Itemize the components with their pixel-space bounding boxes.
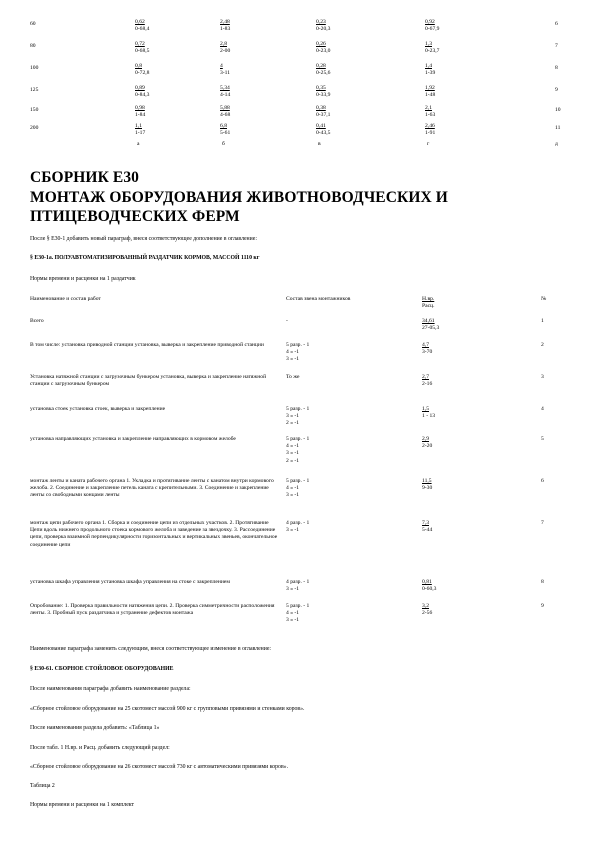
row-norm — [422, 342, 502, 356]
top-cell-norm: 0,35 — [316, 85, 326, 91]
row-norm — [422, 318, 502, 332]
top-cell-rate: 1-17 — [135, 130, 146, 136]
row-norm — [422, 436, 502, 450]
row-number: 3 — [541, 374, 544, 380]
row-crew — [286, 520, 406, 534]
row-number: 1 — [541, 318, 544, 324]
top-cell-rate: 0-43,5 — [316, 130, 331, 136]
top-footer-letter: б — [222, 141, 225, 147]
top-cell-norm: 0,92 — [425, 19, 435, 25]
row-crew — [286, 478, 406, 500]
top-cell-rate: 0-23,7 — [425, 48, 440, 54]
row-norm-time: 34,61 — [422, 318, 435, 324]
row-number: 4 — [541, 406, 544, 412]
row-norm-time: 7,3 — [422, 520, 429, 526]
row-number: 5 — [541, 436, 544, 442]
table-2-label: Таблица 2 — [30, 783, 55, 789]
top-cell-rate: 4-14 — [220, 92, 231, 98]
section-2-title: § Е30-61. СБОРНОЕ СТОЙЛОВОЕ ОБОРУДОВАНИЕ — [30, 666, 174, 672]
top-cell-rate: 1-83 — [220, 26, 231, 32]
header-norm — [422, 296, 502, 310]
header-norm-time: Н.вр. — [422, 296, 435, 302]
top-cell-rate: 0-67,9 — [425, 26, 440, 32]
row-norm-time: 1,5 — [422, 406, 429, 412]
norms-caption: Нормы времени и расценки на 1 раздатчик — [30, 276, 136, 282]
top-row-number: 11 — [555, 125, 561, 131]
top-cell-rate: 1-84 — [135, 112, 146, 118]
top-row-number: 7 — [555, 43, 558, 49]
crew-member: 4 разр. - 1 — [286, 579, 310, 585]
top-cell-norm: 2,8 — [220, 41, 227, 47]
crew-member: 2 » -1 — [286, 420, 300, 427]
top-cell-norm: 0,62 — [135, 19, 145, 25]
top-cell-rate: 0-23,0 — [316, 48, 331, 54]
header-norm-rate: Расц. — [422, 303, 435, 310]
top-footer-letter: в — [318, 141, 321, 147]
row-norm-time: 4,7 — [422, 342, 429, 348]
top-cell-norm: 0,41 — [316, 123, 326, 129]
top-cell-norm: 5,34 — [220, 85, 230, 91]
row-crew — [286, 342, 406, 364]
crew-member: 3 » -1 — [286, 450, 300, 457]
crew-member: 2 » -1 — [286, 457, 300, 464]
top-cell-norm: 0,72 — [135, 41, 145, 47]
row-norm-rate: 0-60,3 — [422, 586, 437, 593]
top-cell-norm: 0,26 — [316, 41, 326, 47]
crew-member: 3 » -1 — [286, 356, 300, 363]
crew-member: 4 » -1 — [286, 349, 300, 356]
paragraph-1: После наименования параграфа добавить наименование раздела: — [30, 686, 191, 692]
row-norm-rate: 1 - 13 — [422, 413, 436, 420]
top-row-size: 100 — [30, 65, 39, 71]
row-norm-time: 2,7 — [422, 374, 429, 380]
top-cell-rate: 1-91 — [425, 130, 436, 136]
row-crew — [286, 318, 406, 325]
top-row-size: 125 — [30, 87, 39, 93]
top-cell-rate: 0-68,4 — [135, 26, 150, 32]
row-number: 8 — [541, 579, 544, 585]
row-crew — [286, 406, 406, 428]
row-number: 2 — [541, 342, 544, 348]
top-cell-rate: 0-25,6 — [316, 70, 331, 76]
row-norm — [422, 478, 502, 492]
norms-caption-2: Нормы времени и расценки на 1 комплект — [30, 802, 135, 808]
top-row-number: 8 — [555, 65, 558, 71]
row-norm-rate: 2-20 — [422, 443, 433, 450]
row-norm-rate: 3-70 — [422, 349, 433, 356]
top-cell-norm: 5,88 — [220, 105, 230, 111]
paragraph-5: «Сборное стойловое оборудование на 26 скотомест массой 730 кг с автоматическими привязями коров». — [30, 764, 289, 770]
top-cell-norm: 2,1 — [425, 105, 432, 111]
intro-paragraph: После § Е30-1 добавить новый параграф, внеся соответствующее дополнение в оглавление: — [30, 236, 257, 242]
row-norm-rate: 2-16 — [422, 381, 433, 388]
top-cell-norm: 0,89 — [135, 85, 145, 91]
row-crew — [286, 436, 406, 465]
top-cell-norm: 1,92 — [425, 85, 435, 91]
top-footer-letter: д — [555, 141, 558, 147]
top-cell-rate: 3-11 — [220, 70, 231, 76]
crew-member: - — [286, 318, 288, 324]
top-cell-norm: 1,4 — [425, 63, 432, 69]
crew-member: 3 » -1 — [286, 413, 300, 420]
row-crew — [286, 579, 406, 593]
top-row-number: 10 — [555, 107, 561, 113]
top-cell-rate: 2-00 — [220, 48, 231, 54]
top-cell-norm: 0,8 — [135, 63, 142, 69]
row-work-description: Опробование: 1. Проверка правильности натяжения цепи. 2. Проверка симметричности расположения ленты. 3. Пробный пуск раздатчика и устранение дефектов монтажа — [30, 603, 275, 617]
section-1-title: § Е30-1а. ПОЛУАВТОМАТИЗИРОВАННЫЙ РАЗДАТЧИК КОРМОВ, МАССОЙ 1110 кг — [30, 255, 260, 261]
heading-line-3: ПТИЦЕВОДЧЕСКИХ ФЕРМ — [30, 208, 240, 225]
top-cell-norm: 0,28 — [316, 63, 326, 69]
row-work-description: установка шкафа управления установка шкафа управления на стоке с закреплением — [30, 579, 230, 585]
top-cell-norm: 0,98 — [135, 105, 145, 111]
top-cell-rate: 1-48 — [425, 92, 436, 98]
crew-member: 4 » -1 — [286, 443, 300, 450]
top-row-size: 150 — [30, 107, 39, 113]
crew-member: 5 разр. - 1 — [286, 478, 310, 484]
row-norm — [422, 579, 502, 593]
top-row-size: 80 — [30, 43, 36, 49]
top-cell-rate: 0-20,3 — [316, 26, 331, 32]
row-norm-time: 0,81 — [422, 579, 432, 585]
row-work-description: В том числе: установка приводной станции установка, выверка и закрепление приводной станции — [30, 342, 264, 348]
header-crew: Состав звена монтажников — [286, 296, 351, 302]
top-cell-norm: 2,48 — [220, 19, 230, 25]
row-norm-rate: 2-56 — [422, 610, 433, 617]
row-crew — [286, 374, 406, 381]
row-norm-rate: 5-44 — [422, 527, 433, 534]
row-norm — [422, 406, 502, 420]
header-name: Наименование и состав работ — [30, 296, 101, 302]
row-work-description: установка направляющих установка и закрепление направляющих в кормовом желобе — [30, 436, 236, 442]
top-cell-rate: 5-61 — [220, 130, 231, 136]
collection-heading — [30, 168, 575, 227]
header-num: № — [541, 296, 547, 302]
top-cell-rate: 0-72,8 — [135, 70, 150, 76]
top-cell-rate: 1-63 — [425, 112, 436, 118]
crew-member: 5 разр. - 1 — [286, 436, 310, 442]
row-norm-rate: 27-05,3 — [422, 325, 440, 332]
top-cell-norm: 2,46 — [425, 123, 435, 129]
crew-member: 4 » -1 — [286, 610, 300, 617]
top-cell-rate: 0-37,1 — [316, 112, 331, 118]
row-norm-time: 2,9 — [422, 436, 429, 442]
top-row-number: 9 — [555, 87, 558, 93]
crew-member: 4 » -1 — [286, 485, 300, 492]
row-number: 9 — [541, 603, 544, 609]
crew-member: 3 » -1 — [286, 586, 300, 593]
top-cell-norm: 1,3 — [425, 41, 432, 47]
row-norm-time: 3,2 — [422, 603, 429, 609]
top-cell-rate: 0-84,3 — [135, 92, 150, 98]
top-cell-norm: 4 — [220, 63, 223, 69]
crew-member: 3 » -1 — [286, 492, 300, 499]
crew-member: 5 разр. - 1 — [286, 406, 310, 412]
row-work-description: монтаж ленты и каната рабочего органа 1. Укладка и протягивание ленты с канатом внутри кормового желоба. 2. Соединение и закрепление петель каната с крепительными. 3. Соединение и закрепление ленты со свободными концами ленты — [30, 478, 274, 499]
top-cell-rate: 4-68 — [220, 112, 231, 118]
top-row-size: 60 — [30, 21, 36, 27]
heading-line-2: МОНТАЖ ОБОРУДОВАНИЯ ЖИВОТНОВОДЧЕСКИХ И — [30, 188, 448, 206]
paragraph-4: После табл. 1 Н.вр. и Расц. добавить следующий раздел: — [30, 745, 170, 751]
heading-line-1: СБОРНИК Е30 — [30, 169, 140, 186]
after-table-paragraph: Наименование параграфа заменить следующим, внеся соответствующее изменение в оглавление: — [30, 646, 272, 652]
row-norm — [422, 520, 502, 534]
crew-member: То же — [286, 374, 300, 380]
top-cell-norm: 0,23 — [316, 19, 326, 25]
paragraph-3: После наименования раздела добавить: «Таблица 1» — [30, 725, 160, 731]
top-cell-norm: 6,8 — [220, 123, 227, 129]
top-footer-letter: г — [427, 141, 430, 147]
row-number: 7 — [541, 520, 544, 526]
row-norm — [422, 603, 502, 617]
crew-member: 4 разр. - 1 — [286, 520, 310, 526]
row-work-description: Установка натяжной станции с загрузочным бункером установка, выверка и закрепление натяжной станции с загрузочным бункером — [30, 374, 267, 388]
crew-member: 3 » -1 — [286, 617, 300, 624]
crew-member: 3 » -1 — [286, 527, 300, 534]
top-cell-rate: 0-33,9 — [316, 92, 331, 98]
row-work-description: установка стоек установка стоек, выверка и закрепление — [30, 406, 166, 412]
row-norm-rate: 9-30 — [422, 485, 433, 492]
top-footer-letter: а — [137, 141, 140, 147]
row-norm — [422, 374, 502, 388]
top-cell-rate: 0-68,5 — [135, 48, 150, 54]
row-number: 6 — [541, 478, 544, 484]
paragraph-2: «Сборное стойловое оборудование на 25 скотомест массой 900 кг с групповыми привязями и стенками коров». — [30, 706, 305, 712]
top-row-size: 200 — [30, 125, 39, 131]
row-work-description: Всего — [30, 318, 44, 324]
top-cell-rate: 1-39 — [425, 70, 436, 76]
row-work-description: монтаж цепи рабочего органа 1. Сборка и соединение цепи из отдельных участков. 2. Протягивание Цепи вдоль нижнего продольного стоека кормового желоба и заведение за звездочку. 3. Рассоединение цепи, проверка взаимной перпендикулярности горизонтальных и вертикальных звеньев, окончательное соединение цепи — [30, 520, 278, 548]
top-cell-norm: 1,1 — [135, 123, 142, 129]
row-crew — [286, 603, 406, 625]
top-row-number: 6 — [555, 21, 558, 27]
top-cell-norm: 0,38 — [316, 105, 326, 111]
crew-member: 5 разр. - 1 — [286, 603, 310, 609]
row-norm-time: 11,5 — [422, 478, 432, 484]
crew-member: 5 разр. - 1 — [286, 342, 310, 348]
